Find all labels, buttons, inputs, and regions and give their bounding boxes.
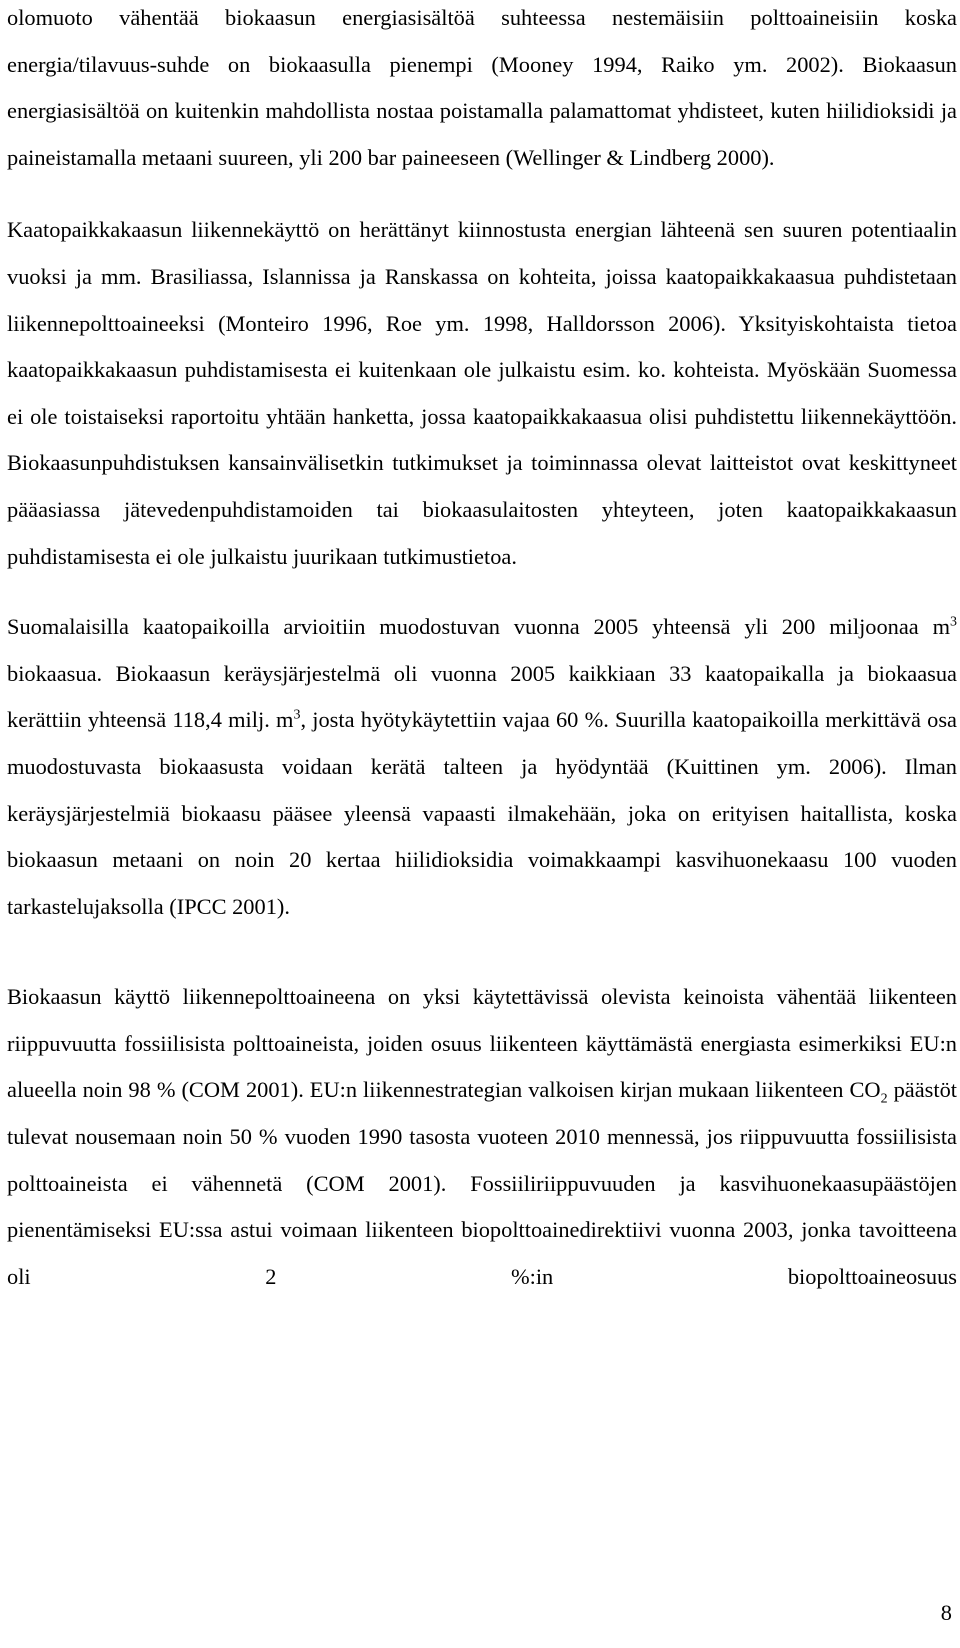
- paragraph-landfill-gas-traffic: Kaatopaikkakaasun liikennekäyttö on herättänyt kiinnostusta energian lähteenä sen suuren potentiaalin vuoksi ja mm. Brasiliassa, Islannissa ja Ranskassa on kohteita, joissa kaatopaikkakaasua puhdistetaan liikennepolttoaineeksi (Monteiro 1996, Roe ym. 1998, Halldorsson 2006). Yksityiskohtaista tietoa kaatopaikkakaasun puhdistamisesta ei kuitenkaan ole julkaistu esim. ko. kohteista. Myöskään Suomessa ei ole toistaiseksi raportoitu yhtään hanketta, jossa kaatopaikkakaasua olisi puhdistettu liikennekäyttöön. Biokaasunpuhdistuksen kansainvälisetkin tutkimukset ja toiminnassa olevat laitteistot ovat keskittyneet pääasiassa jätevedenpuhdistamoiden tai biokaasulaitosten yhteyteen, joten kaatopaikkakaasun puhdistamisesta ei ole julkaistu juurikaan tutkimustietoa.: [7, 217, 957, 569]
- superscript-3: 3: [950, 614, 957, 630]
- superscript-3: 3: [293, 707, 301, 723]
- paragraph-text-segment: biokaasua. Biokaasun keräysjärjestelmä oli vuonna 2005 kaikkiaan 33 kaatopaikalla ja biokaasua kerättiin yhteensä 118,4 milj. m: [7, 660, 957, 733]
- document-page: [7, 0, 957, 1300]
- paragraph-text-segment: Biokaasun käyttö liikennepolttoaineena on yksi käytettävissä olevista keinoista vähentää liikenteen riippuvuutta fossiilisista polttoaineista, joiden osuus liikenteen käyttämästä energiasta esimerkiksi EU:n alueella noin 98 % (COM 2001). EU:n liikennestrategian valkoisen kirjan mukaan liikenteen CO: [7, 984, 957, 1103]
- page-number: 8: [940, 1600, 952, 1625]
- subscript-2: 2: [880, 1091, 888, 1107]
- paragraph-finnish-landfills: [7, 604, 957, 930]
- paragraph-text-segment: päästöt tulevat nousemaan noin 50 % vuoden 1990 tasosta vuoteen 2010 mennessä, jos riippuvuutta fossiilisista polttoaineista ei vähennetä (COM 2001). Fossiiliriippuvuuden ja kasvihuonekaasupäästöjen pienentämiseksi EU:ssa astui voimaan liikenteen biopolttoainedirektiivi vuonna 2003, jonka tavoitteena oli 2 %:in biopolttoaineosuus: [7, 1077, 957, 1289]
- paragraph-biogas-transport-fuel: [7, 974, 957, 1300]
- paragraph-text-segment: , josta hyötykäytettiin vajaa 60 %. Suurilla kaatopaikoilla merkittävä osa muodostuvasta biokaasusta voidaan kerätä talteen ja hyödyntää (Kuittinen ym. 2006). Ilman keräysjärjestelmiä biokaasu pääsee yleensä vapaasti ilmakehään, joka on erityisen haitallista, koska biokaasun metaani on noin 20 kertaa hiilidioksidia voimakkaampi kasvihuonekaasu 100 vuoden tarkastelujaksolla (IPCC 2001).: [7, 707, 957, 919]
- paragraph-text-segment: Suomalaisilla kaatopaikoilla arvioitiin muodostuvan vuonna 2005 yhteensä yli 200 miljoonaa m: [7, 614, 950, 640]
- paragraph-biogas-energy: olomuoto vähentää biokaasun energiasisältöä suhteessa nestemäisiin polttoaineisiin koska energia/tilavuus-suhde on biokaasulla pienempi (Mooney 1994, Raiko ym. 2002). Biokaasun energiasisältöä on kuitenkin mahdollista nostaa poistamalla palamattomat yhdisteet, kuten hiilidioksidi ja paineistamalla metaani suureen, yli 200 bar paineeseen (Wellinger & Lindberg 2000).: [7, 5, 957, 170]
